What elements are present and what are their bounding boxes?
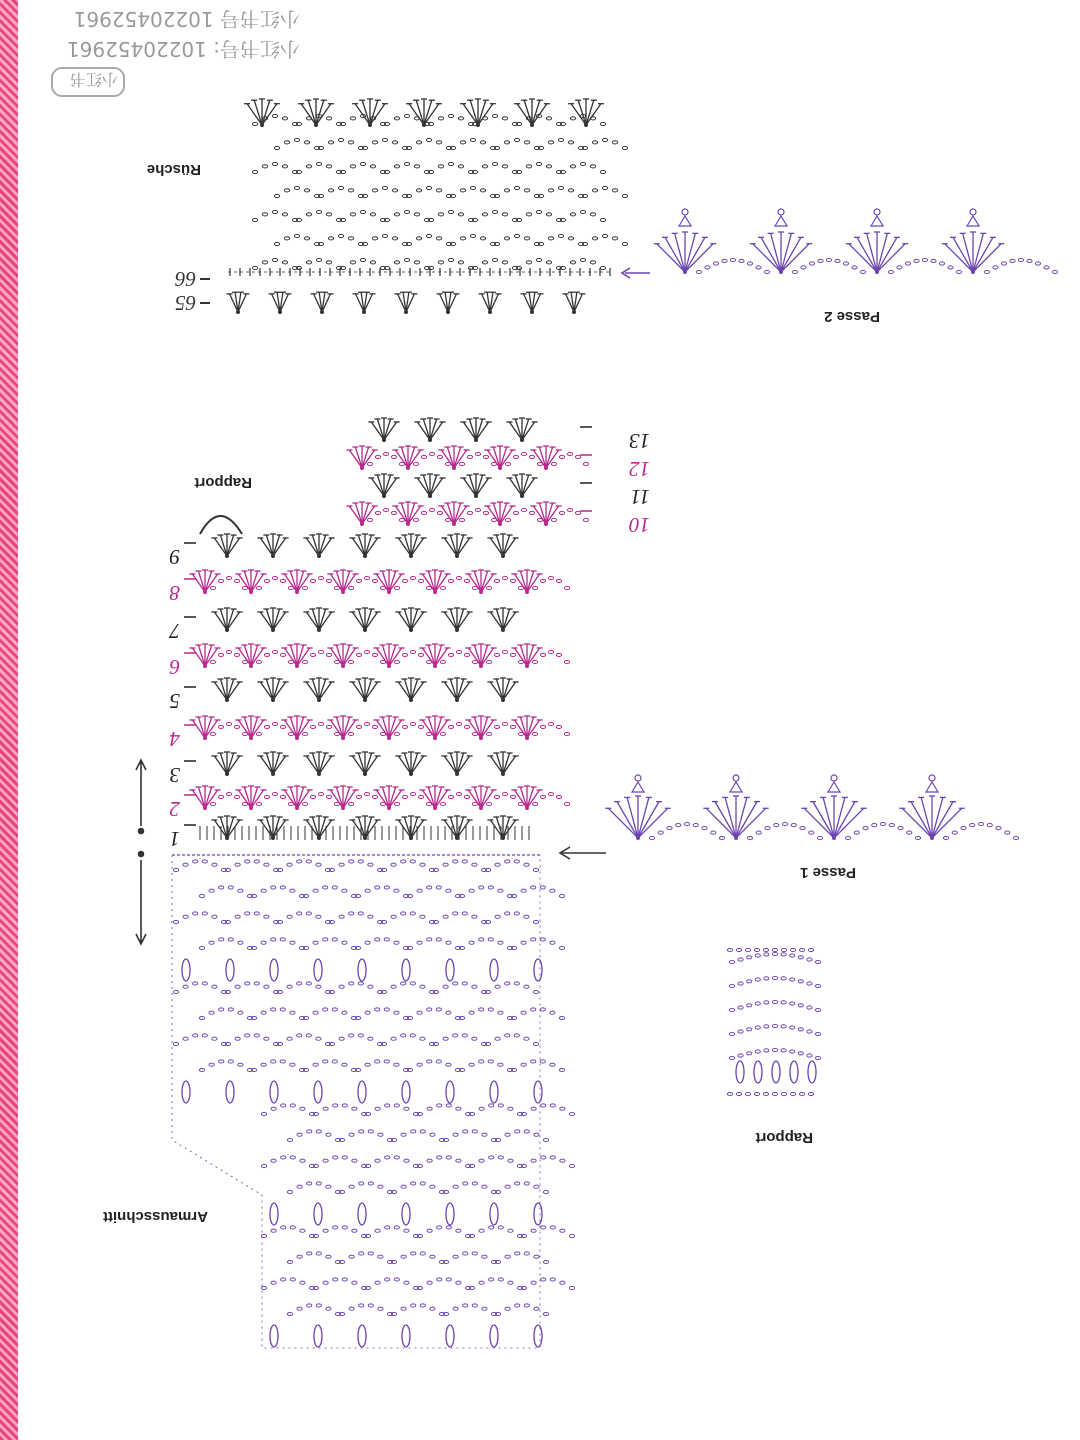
label-ruesche: Rüsche <box>146 161 201 178</box>
row-number-6: 6 <box>169 655 180 679</box>
label-rapport-top: Rapport <box>194 474 252 491</box>
row-number-65: 65 <box>175 291 196 315</box>
row-bracket-upper <box>136 760 146 834</box>
row-number-12: 12 <box>629 457 650 481</box>
passe2-arrow <box>622 268 650 278</box>
label-armausschnitt: Armausschnitt <box>102 1208 208 1225</box>
watermark-logo <box>52 68 124 96</box>
watermark-top-line: 小红书号 10220452961 <box>73 7 300 31</box>
row-number-9: 9 <box>169 545 180 569</box>
row-bracket-lower <box>136 852 146 945</box>
body-lace-chart <box>172 855 575 1348</box>
row-number-10: 10 <box>629 513 650 537</box>
row-number-2: 2 <box>169 797 180 821</box>
passe2-chart <box>654 209 1058 274</box>
rapport-chart <box>727 948 820 1095</box>
row-number-66: 66 <box>175 267 196 291</box>
label-rapport-bottom: Rapport <box>755 1129 813 1146</box>
ruesche-chart <box>227 99 628 314</box>
row-number-11: 11 <box>630 485 650 509</box>
watermark-logo-text: 小红书 <box>69 70 118 89</box>
row-number-8: 8 <box>169 581 180 605</box>
row-number-13: 13 <box>629 429 650 453</box>
row-number-1: 1 <box>169 827 180 851</box>
row-number-4: 4 <box>169 727 180 751</box>
label-passe1: Passe 1 <box>800 864 856 881</box>
rapport-caret <box>200 516 242 534</box>
row-number-7: 7 <box>169 619 180 643</box>
watermark <box>67 7 300 61</box>
row-number-5: 5 <box>169 689 180 713</box>
watermark-id: 小红书号: 10220452961 <box>66 37 300 61</box>
row-number-3: 3 <box>169 763 180 787</box>
label-passe2: Passe 2 <box>824 308 880 325</box>
passe1-chart <box>605 775 1018 840</box>
passe1-arrow <box>560 847 606 859</box>
